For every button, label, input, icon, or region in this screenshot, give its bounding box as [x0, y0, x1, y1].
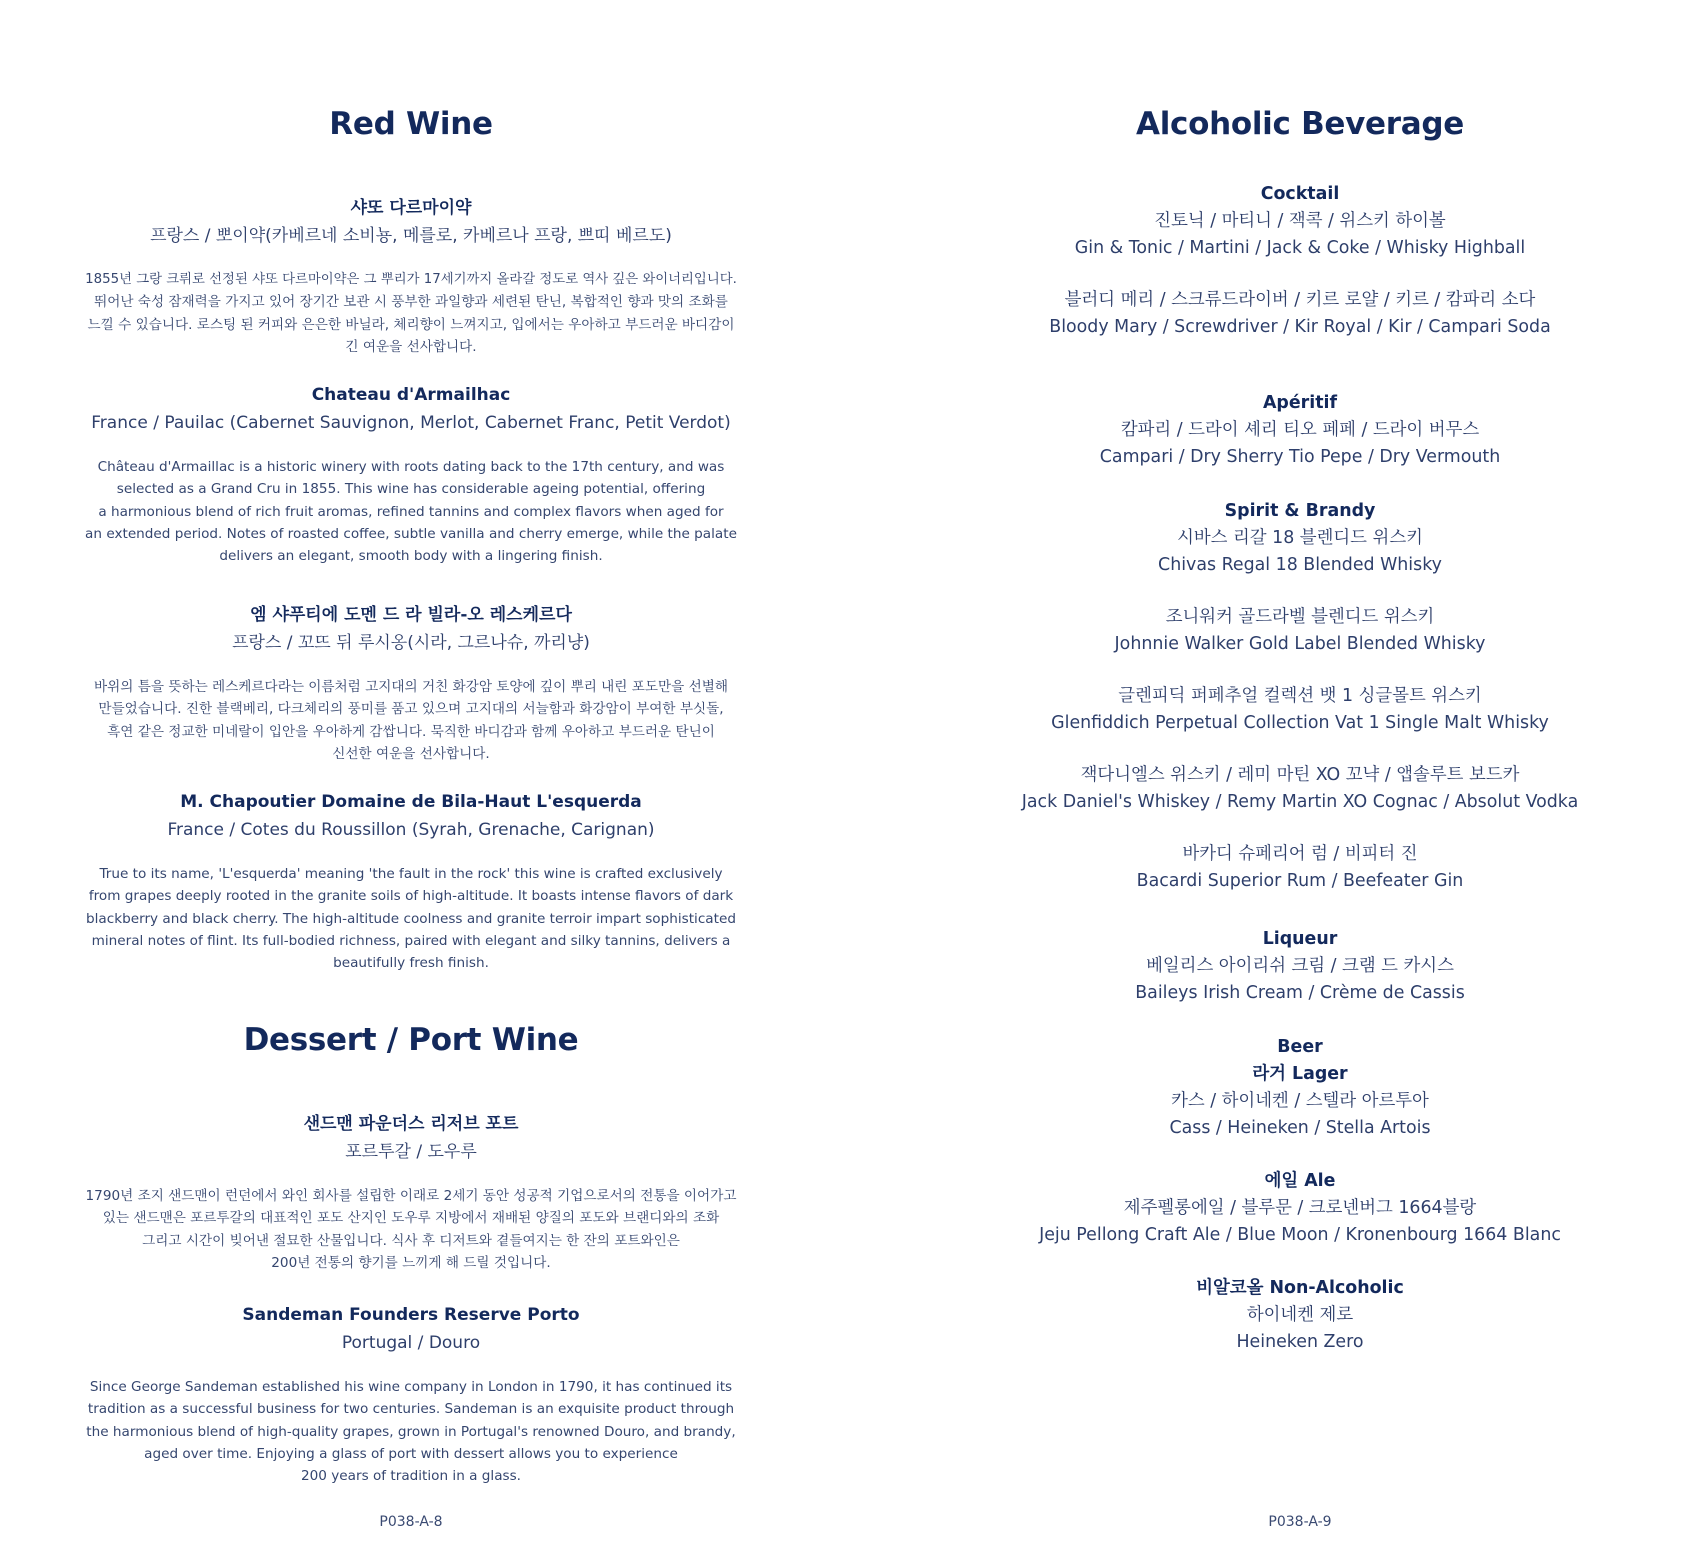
beverage-item: 글렌피딕 퍼페추얼 컬렉션 뱃 1 싱글몰트 위스키	[1118, 686, 1482, 706]
beverage-category: Liqueur	[1262, 929, 1338, 949]
beverage-item: 시바스 리갈 18 블렌디드 위스키	[1177, 528, 1423, 548]
wine-description	[80, 676, 742, 765]
wine-entry	[80, 790, 742, 974]
wine-origin: 포르투갈 / 도우루	[345, 1142, 477, 1162]
wine-description	[80, 269, 742, 358]
description-line: 긴 여운을 선사합니다.	[345, 338, 477, 355]
beverage-item: Baileys Irish Cream / Crème de Cassis	[1135, 983, 1465, 1003]
wine-origin: 프랑스 / 꼬뜨 뒤 루시옹(시라, 그르나슈, 까리냥)	[232, 633, 590, 653]
description-line: Since George Sandeman established his wine company in London in 1790, it has continued its	[89, 1379, 733, 1395]
beverage-item: Bacardi Superior Rum / Beefeater Gin	[1136, 871, 1464, 891]
beverage-item: 바카디 슈페리어 럼 / 비피터 진	[1182, 844, 1418, 864]
beverage-item: 카스 / 하이네켄 / 스텔라 아르투아	[1171, 1091, 1429, 1111]
wine-name: 엠 샤푸티에 도멘 드 라 빌라-오 레스케르다	[250, 605, 572, 625]
description-line: mineral notes of flint. Its full-bodied richness, paired with elegant and silky tannins, delivers a	[91, 932, 731, 949]
wine-name: M. Chapoutier Domaine de Bila-Haut L'esquerda	[180, 792, 642, 812]
beverage-category: Beer	[1277, 1037, 1323, 1057]
description-line: 200 years of tradition in a glass.	[300, 1468, 522, 1485]
description-line: 있는 샌드맨은 포르투갈의 대표적인 포도 산지인 도우루 지방에서 재배된 양질의 포도와 브랜디와의 조화	[102, 1210, 720, 1227]
page-code: P038-A-8	[379, 1514, 443, 1530]
beverage-item: Johnnie Walker Gold Label Blended Whisky	[1114, 634, 1486, 654]
description-line: blackberry and black cherry. The high-altitude coolness and granite terroir impart sophisticated	[86, 910, 736, 927]
description-line: 200년 전통의 향기를 느끼게 해 드릴 것입니다.	[271, 1254, 551, 1271]
wine-name: Sandeman Founders Reserve Porto	[242, 1305, 580, 1325]
description-line: delivers an elegant, smooth body with a lingering finish.	[219, 548, 603, 565]
description-line: a harmonious blend of rich fruit aromas, refined tannins and complex flavors when aged for	[98, 503, 724, 520]
red-wine-title: Red Wine	[329, 106, 493, 142]
description-line: the harmonious blend of high-quality grapes, grown in Portugal's renowned Douro, and brandy,	[86, 1423, 736, 1440]
wine-entry	[80, 383, 742, 567]
description-line: 신선한 여운을 선사합니다.	[332, 745, 490, 762]
wine-entry	[80, 1303, 742, 1487]
beverage-item: Glenfiddich Perpetual Collection Vat 1 Single Malt Whisky	[1051, 713, 1549, 733]
description-line: True to its name, 'L'esquerda' meaning 'the fault in the rock' this wine is crafted exclusively	[99, 866, 723, 882]
description-line: beautifully fresh finish.	[333, 955, 489, 972]
wine-entry	[80, 1112, 742, 1274]
description-line: 1790년 조지 샌드맨이 런던에서 와인 회사를 설립한 이래로 2세기 동안 성공적 기업으로서의 전통을 이어가고	[85, 1188, 737, 1204]
wine-description	[80, 456, 742, 567]
beverage-item: 잭다니엘스 위스키 / 레미 마틴 XO 꼬냑 / 앱솔루트 보드카	[1080, 765, 1520, 785]
wine-name: Chateau d'Armailhac	[311, 385, 511, 405]
beverage-category: 에일 Ale	[1264, 1171, 1336, 1191]
description-line: from grapes deeply rooted in the granite soils of high-altitude. It boasts intense flavors of dark	[88, 888, 734, 905]
dessert-wine-title: Dessert / Port Wine	[243, 1022, 579, 1058]
beverage-category: Apéritif	[1262, 393, 1338, 413]
wine-description	[80, 1376, 742, 1487]
description-line: aged over time. Enjoying a glass of port with dessert allows you to experience	[144, 1445, 678, 1462]
description-line: 뛰어난 숙성 잠재력을 가지고 있어 장기간 보관 시 풍부한 과일향과 세련된 탄닌, 복합적인 향과 맛의 조화를	[94, 294, 728, 311]
beverage-category: Cocktail	[1260, 184, 1340, 204]
beverage-item: Heineken Zero	[1236, 1332, 1364, 1352]
description-line: 1855년 그랑 크뤼로 선정된 샤또 다르마이약은 그 뿌리가 17세기까지 올라갈 정도로 역사 깊은 와이너리입니다.	[85, 272, 737, 287]
page-code: P038-A-9	[1268, 1514, 1332, 1530]
wine-origin: Portugal / Douro	[341, 1333, 481, 1353]
wine-origin: France / Cotes du Roussillon (Syrah, Grenache, Carignan)	[167, 820, 655, 840]
alcoholic-beverage-title: Alcoholic Beverage	[1136, 106, 1464, 142]
wine-description	[80, 863, 742, 974]
beverage-category: Spirit & Brandy	[1224, 501, 1376, 521]
description-line: an extended period. Notes of roasted coffee, subtle vanilla and cherry emerge, while the palate	[85, 525, 737, 542]
beverage-item: Bloody Mary / Screwdriver / Kir Royal / Kir / Campari Soda	[1049, 317, 1551, 337]
beverage-item: 베일리스 아이리쉬 크림 / 크램 드 카시스	[1146, 956, 1454, 976]
beverage-item: 캄파리 / 드라이 셰리 티오 페페 / 드라이 버무스	[1120, 420, 1480, 440]
description-line: 바위의 틈을 뜻하는 레스케르다라는 이름처럼 고지대의 거친 화강암 토양에 깊이 뿌리 내린 포도만을 선별해	[94, 679, 728, 695]
beverage-item: 하이네켄 제로	[1246, 1305, 1354, 1325]
description-line: tradition as a successful business for two centuries. Sandeman is an exquisite product through	[87, 1401, 735, 1418]
wine-origin: France / Pauilac (Cabernet Sauvignon, Merlot, Cabernet Franc, Petit Verdot)	[91, 413, 731, 433]
description-line: 만들었습니다. 진한 블랙베리, 다크체리의 풍미를 품고 있으며 고지대의 서늘함과 화강암이 부여한 부싯돌,	[98, 701, 724, 718]
beverage-item: Campari / Dry Sherry Tio Pepe / Dry Vermouth	[1099, 447, 1501, 467]
description-line: 그리고 시간이 빚어낸 절묘한 산물입니다. 식사 후 디저트와 곁들여지는 한 잔의 포트와인은	[142, 1232, 680, 1249]
description-line: Château d'Armaillac is a historic winery with roots dating back to the 17th century, and was	[97, 459, 725, 475]
wine-origin: 프랑스 / 뽀이약(카베르네 소비뇽, 메를로, 카베르나 프랑, 쁘띠 베르도)	[150, 226, 672, 246]
wine-name: 샤또 다르마이약	[350, 198, 472, 218]
beverage-item: Jeju Pellong Craft Ale / Blue Moon / Kronenbourg 1664 Blanc	[1039, 1225, 1561, 1245]
beverage-category: 비알코올 Non-Alcoholic	[1196, 1278, 1404, 1298]
beverage-item: Chivas Regal 18 Blended Whisky	[1158, 555, 1442, 575]
beverage-item: Jack Daniel's Whiskey / Remy Martin XO Cognac / Absolut Vodka	[1021, 792, 1579, 812]
beverage-item: Cass / Heineken / Stella Artois	[1169, 1118, 1431, 1138]
description-line: 흑연 같은 정교한 미네랄이 입안을 우아하게 감쌉니다. 묵직한 바디감과 함께 우아하고 부드러운 탄닌이	[107, 723, 715, 740]
description-line: selected as a Grand Cru in 1855. This wine has considerable ageing potential, offering	[116, 481, 706, 498]
wine-name: 샌드맨 파운더스 리저브 포트	[303, 1114, 519, 1134]
beverage-item: 진토닉 / 마티니 / 잭콕 / 위스키 하이볼	[1154, 211, 1446, 231]
beverage-item: 제주펠롱에일 / 블루문 / 크로넨버그 1664블랑	[1123, 1198, 1477, 1218]
beverage-item: 조니워커 골드라벨 블렌디드 위스키	[1165, 607, 1435, 627]
wine-entry	[80, 196, 742, 358]
beverage-item: 블러디 메리 / 스크류드라이버 / 키르 로얄 / 키르 / 캄파리 소다	[1064, 290, 1536, 310]
beverage-category: 라거 Lager	[1252, 1064, 1348, 1084]
beverage-item: Gin & Tonic / Martini / Jack & Coke / Whisky Highball	[1074, 238, 1526, 258]
wine-description	[80, 1185, 742, 1274]
description-line: 느낄 수 있습니다. 로스팅 된 커피와 은은한 바닐라, 체리향이 느껴지고, 입에서는 우아하고 부드러운 바디감이	[87, 316, 735, 333]
wine-entry	[80, 603, 742, 765]
